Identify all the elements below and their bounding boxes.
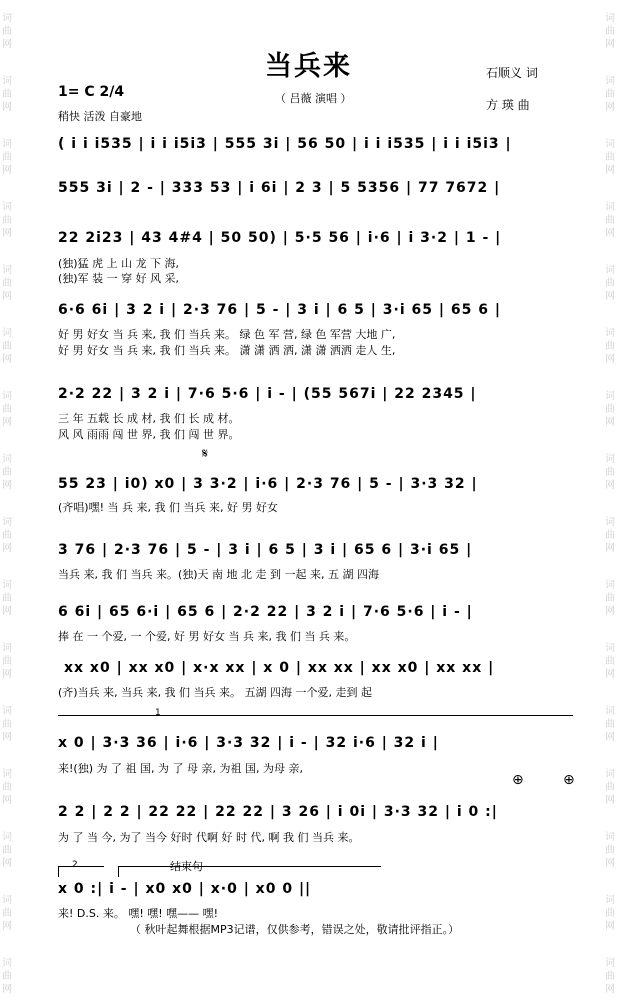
lyric-line: 为 了 当 今, 为了 当今 好时 代啊 好 时 代, 啊 我 们 当兵 来。: [58, 831, 360, 844]
coda-sign: ⊕: [512, 772, 524, 788]
lyric-line: 来! D.S. 来。 嘿! 嘿! 嘿—— 嘿!: [58, 907, 219, 920]
lyric-line: (独)军 装 一 穿 好 风 采,: [58, 272, 180, 285]
lyric-line: 捧 在 一 个爱, 一 个爱, 好 男 好女 当 兵 来, 我 们 当 兵 来。: [58, 630, 356, 643]
lyric-line: 好 男 好女 当 兵 来, 我 们 当兵 来。 绿 色 军 营, 绿 色 军营 大地 广,: [58, 328, 396, 341]
score-row-7: [58, 538, 580, 562]
notes-line: x 0 | 3·3 36 | i·6 | 3·3 32 | i - | 32 i·6 | 32 i |: [58, 735, 439, 751]
lyric-line: 当兵 来, 我 们 当兵 来。(独)天 南 地 北 走 到 一起 来, 五 湖 四海: [58, 568, 380, 581]
coda-sign: ⊕: [563, 772, 575, 788]
segno-sign: 𝄋: [202, 446, 209, 462]
ending-label: 结束句: [170, 860, 203, 873]
score-row-3: [58, 226, 580, 250]
score-row-1: [58, 132, 580, 156]
transcription-note: （ 秋叶起舞根据MP3记谱，仅供参考，错误之处，敬请批评指正。）: [130, 923, 460, 936]
watermark-right: 词曲网 词曲网 词曲网 词曲网 词曲网 词曲网 词曲网 词曲网 词曲网 词曲网 词曲网 词曲网 词曲网 词曲网 词曲网 词曲网: [605, 13, 615, 995]
tempo-marking: 稍快 活泼 自豪地: [58, 110, 142, 123]
volta-1-bracket: [58, 715, 573, 726]
notes-line: 3 76 | 2·3 76 | 5 - | 3 i | 6 5 | 3 i | 65 6 | 3·i 65 |: [58, 542, 473, 558]
lyric-line: 来!(独) 为 了 祖 国, 为 了 母 亲, 为祖 国, 为母 亲,: [58, 762, 303, 775]
score-row-5: [58, 382, 580, 406]
song-title: 当兵来: [265, 51, 352, 82]
lyric-line: 三 年 五载 长 成 材, 我 们 长 成 材。: [58, 412, 240, 425]
performer-credit: （ 吕薇 演唱 ）: [275, 92, 352, 105]
notes-line: xx x0 | xx x0 | x·x xx | x 0 | xx xx | xx x0 | xx xx |: [64, 660, 495, 676]
volta-1-number: 1: [155, 708, 161, 718]
notes-line: ( i i i535 | i i i5i3 | 555 3i | 56 50 | i i i535 | i i i5i3 |: [58, 136, 512, 152]
score-row-12: [58, 877, 580, 901]
notes-line: 555 3i | 2 - | 333 53 | i 6i | 2 3 | 5 5356 | 77 7672 |: [58, 180, 501, 196]
lyricist-credit: 石顺义 词: [486, 66, 538, 80]
lyric-line: 风 风 雨雨 闯 世 界, 我 们 闯 世 界。: [58, 428, 240, 441]
notes-line: 6·6 6i | 3 2 i | 2·3 76 | 5 - | 3 i | 6 5 | 3·i 65 | 65 6 |: [58, 302, 501, 318]
notes-line: 6 6i | 65 6·i | 65 6 | 2·2 22 | 3 2 i | 7·6 5·6 | i - |: [58, 604, 473, 620]
notes-line: x 0 :| i - | x0 x0 | x·0 | x0 0 ||: [58, 881, 312, 897]
score-row-4: [58, 298, 580, 322]
score-row-8: [58, 600, 580, 624]
score-row-9: [58, 656, 580, 680]
lyric-line: (齐唱)嘿! 当 兵 来, 我 们 当兵 来, 好 男 好女: [58, 501, 278, 514]
lyric-line: (独)猛 虎 上 山 龙 下 海,: [58, 257, 180, 270]
composer-credit: 方 瑛 曲: [486, 98, 530, 112]
notes-line: 22 2i23 | 43 4#4 | 50 50) | 5·5 56 | i·6 | i 3·2 | 1 - |: [58, 230, 502, 246]
volta-2-bracket: [58, 866, 104, 877]
score-row-6: [58, 472, 580, 496]
ending-bracket: [118, 866, 381, 877]
volta-2-number: 2: [72, 860, 78, 870]
key-signature: 1= C 2/4: [58, 84, 125, 100]
score-row-11: [58, 800, 580, 824]
notes-line: 2 2 | 2 2 | 22 22 | 22 22 | 3 26 | i 0i | 3·3 32 | i 0 :|: [58, 804, 498, 820]
watermark-left: 词曲网 词曲网 词曲网 词曲网 词曲网 词曲网 词曲网 词曲网 词曲网 词曲网 词曲网 词曲网 词曲网 词曲网 词曲网 词曲网: [2, 13, 12, 995]
score-row-10: [58, 731, 580, 755]
lyric-line: (齐)当兵 来, 当兵 来, 我 们 当兵 来。 五湖 四海 一个爱, 走到 起: [58, 686, 373, 699]
lyric-line: 好 男 好女 当 兵 来, 我 们 当兵 来。 潇 潇 洒 洒, 潇 潇 洒洒 走人 生,: [58, 344, 396, 357]
notes-line: 55 23 | i0) x0 | 3 3·2 | i·6 | 2·3 76 | 5 - | 3·3 32 |: [58, 476, 478, 492]
score-row-2: [58, 176, 580, 200]
notes-line: 2·2 22 | 3 2 i | 7·6 5·6 | i - | (55 567i | 22 2345 |: [58, 386, 477, 402]
